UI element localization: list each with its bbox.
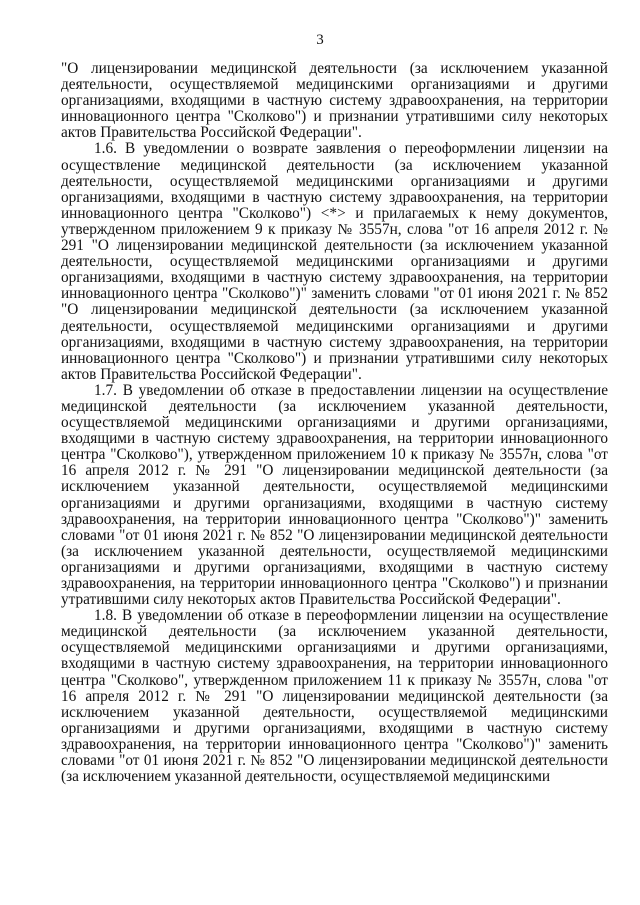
paragraph-item-1-7: 1.7. В уведомлении об отказе в предоставлении лицензии на осуществление медицинской деятельности (за исключением указанной деятельности, осуществляемой медицинскими организациями и другими организациями, входящими в частную систему здравоохранения, на территории инновационного центра "Сколково"), утвержденном приложением 10 к приказу № 3557н, слова "от 16 апреля 2012 г. № 291 "О лицензировании медицинской деятельности (за исключением указанной деятельности, осуществляемой медицинскими организациями и другими организациями, входящими в частную систему здравоохранения, на территории инновационного центра "Сколково")" заменить словами "от 01 июня 2021 г. № 852 "О лицензировании медицинской деятельности (за исключением указанной деятельности, осуществляемой медицинскими организациями и другими организациями, входящими в частную систему здравоохранения, на территории инновационного центра "Сколково") и признании утратившими силу некоторых актов Правительства Российской Федерации". bbox=[61, 381, 608, 609]
page-number: 3 bbox=[316, 32, 324, 48]
document-body bbox=[61, 61, 608, 785]
paragraph-item-1-6: 1.6. В уведомлении о возврате заявления о переоформлении лицензии на осуществление медицинской деятельности (за исключением указанной деятельности, осуществляемой медицинскими организациями и другими организациями, входящими в частную систему здравоохранения, на территории инновационного центра "Сколково") <*> и прилагаемых к нему документов, утвержденном приложением 9 к приказу № 3557н, слова "от 16 апреля 2012 г. № 291 "О лицензировании медицинской деятельности (за исключением указанной деятельности, осуществляемой медицинскими организациями и другими организациями, входящими в частную систему здравоохранения, на территории инновационного центра "Сколково")" заменить словами "от 01 июня 2021 г. № 852 "О лицензировании медицинской деятельности (за исключением указанной деятельности, осуществляемой медицинскими организациями и другими организациями, входящими в частную систему здравоохранения, на территории инновационного центра "Сколково") и признании утратившими силу некоторых актов Правительства Российской Федерации". bbox=[61, 140, 608, 383]
paragraph-item-1-8: 1.8. В уведомлении об отказе в переоформлении лицензии на осуществление медицинской деятельности (за исключением указанной деятельности, осуществляемой медицинскими организациями и другими организациями, входящими в частную систему здравоохранения, на территории инновационного центра "Сколково", утвержденном приложением 11 к приказу № 3557н, слова "от 16 апреля 2012 г. № 291 "О лицензировании медицинской деятельности (за исключением указанной деятельности, осуществляемой медицинскими организациями и другими организациями, входящими в частную систему здравоохранения, на территории инновационного центра "Сколково")" заменить словами "от 01 июня 2021 г. № 852 "О лицензировании медицинской деятельности (за исключением указанной деятельности, осуществляемой медицинскими bbox=[61, 607, 608, 786]
paragraph-continuation: "О лицензировании медицинской деятельности (за исключением указанной деятельности, осуществляемой медицинскими организациями и другими организациями, входящими в частную систему здравоохранения, на территории инновационного центра "Сколково") и признании утратившими силу некоторых актов Правительства Российской Федерации". bbox=[61, 60, 608, 142]
